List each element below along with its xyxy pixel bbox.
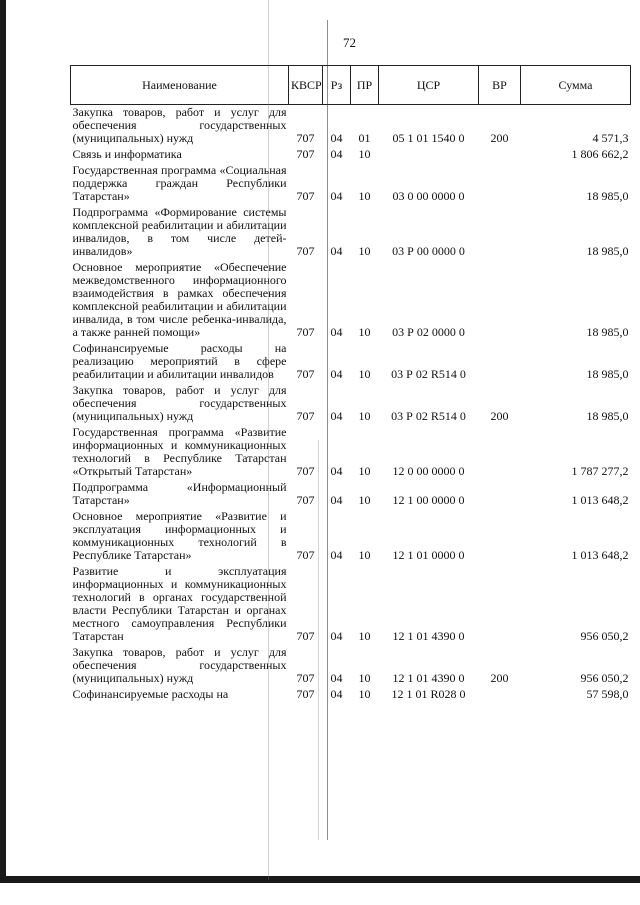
- cell-vr: [479, 205, 521, 260]
- cell-pr: 10: [358, 629, 371, 643]
- cell-name: Софинансируемые расходы на: [72, 687, 229, 701]
- cell-name: Софинансируемые расходы на реализацию мероприятий в сфере реабилитации и абилитации инвалидов: [72, 341, 287, 381]
- header-kvsr: КВСР: [289, 66, 323, 105]
- cell-csr: 12 1 00 0000 0: [392, 493, 465, 507]
- cell-sum: 1 787 277,2: [571, 464, 629, 478]
- table-row: [71, 687, 631, 703]
- table-row: [71, 383, 631, 425]
- cell-csr: 12 1 01 0000 0: [392, 548, 465, 562]
- cell-sum: 18 985,0: [586, 325, 629, 339]
- cell-name: Государственная программа «Социальная поддержка граждан Республики Татарстан»: [72, 163, 287, 203]
- cell-pr: 10: [358, 367, 371, 381]
- cell-pr: 01: [358, 131, 371, 145]
- table-row: [71, 341, 631, 383]
- cell-csr: 12 1 01 4390 0: [392, 671, 465, 685]
- cell-sum: 57 598,0: [586, 687, 629, 701]
- cell-csr: 03 0 00 0000 0: [392, 189, 465, 203]
- cell-kvsr: 707: [296, 325, 315, 339]
- cell-vr: [479, 425, 521, 480]
- cell-pr: 10: [358, 548, 371, 562]
- cell-name: Подпрограмма «Формирование системы комплексной реабилитации и абилитации инвалидов, в том числе детей-инвалидов»: [72, 205, 287, 258]
- cell-sum: 18 985,0: [586, 244, 629, 258]
- table-header-row: [71, 66, 631, 105]
- cell-kvsr: 707: [296, 629, 315, 643]
- cell-pr: 10: [358, 147, 371, 161]
- table-row: [71, 425, 631, 480]
- cell-csr: 12 1 01 4390 0: [392, 629, 465, 643]
- cell-pr: 10: [358, 244, 371, 258]
- cell-rz: 04: [330, 493, 343, 507]
- cell-rz: 04: [330, 244, 343, 258]
- table-row: [71, 564, 631, 645]
- cell-kvsr: 707: [296, 147, 315, 161]
- cell-kvsr: 707: [296, 493, 315, 507]
- cell-csr: [379, 147, 479, 163]
- cell-vr: [479, 564, 521, 645]
- cell-csr: 03 Р 02 R514 0: [391, 367, 466, 381]
- header-sum: Сумма: [521, 66, 631, 105]
- cell-pr: 10: [358, 493, 371, 507]
- cell-rz: 04: [330, 548, 343, 562]
- header-csr: ЦСР: [379, 66, 479, 105]
- scan-line-artifact: [327, 20, 328, 840]
- cell-sum: 18 985,0: [586, 189, 629, 203]
- scan-edge-bottom: [0, 876, 640, 883]
- cell-name: Закупка товаров, работ и услуг для обеспечения государственных (муниципальных) нужд: [72, 383, 287, 423]
- table-row: [71, 480, 631, 509]
- cell-rz: 04: [330, 671, 343, 685]
- cell-vr: [479, 163, 521, 205]
- table-row: [71, 509, 631, 564]
- cell-kvsr: 707: [296, 409, 315, 423]
- page-number: 72: [343, 35, 356, 50]
- cell-name: Связь и информатика: [72, 147, 182, 161]
- cell-name: Развитие и эксплуатация информационных и коммуникационных технологий в органах государственной власти Республики Татарстан и органах местного самоуправления Республики Татарстан: [72, 564, 287, 643]
- cell-rz: 04: [330, 189, 343, 203]
- cell-vr: [479, 509, 521, 564]
- table-row: [71, 205, 631, 260]
- cell-name: Закупка товаров, работ и услуг для обеспечения государственных (муниципальных) нужд: [72, 645, 287, 685]
- table-row: [71, 163, 631, 205]
- cell-pr: 10: [358, 409, 371, 423]
- cell-pr: 10: [358, 189, 371, 203]
- cell-rz: 04: [330, 367, 343, 381]
- scan-line-artifact: [268, 0, 269, 880]
- cell-pr: 10: [358, 325, 371, 339]
- cell-sum: 1 806 662,2: [571, 147, 629, 161]
- cell-sum: 4 571,3: [592, 131, 629, 145]
- cell-name: Основное мероприятие «Развитие и эксплуатация информационных и коммуникационных технологий в Республике Татарстан»: [72, 509, 287, 562]
- cell-rz: 04: [330, 629, 343, 643]
- cell-rz: 04: [330, 131, 343, 145]
- cell-vr: 200: [490, 671, 509, 685]
- cell-name: Государственная программа «Развитие информационных и коммуникационных технологий в Республике Татарстан «Открытый Татарстан»: [72, 425, 287, 478]
- cell-rz: 04: [330, 409, 343, 423]
- cell-rz: 04: [330, 325, 343, 339]
- cell-sum: 956 050,2: [580, 629, 629, 643]
- cell-kvsr: 707: [296, 464, 315, 478]
- cell-name: Основное мероприятие «Обеспечение межведомственного информационного взаимодействия в рамках обеспечения комплексной реабилитации и абилитации инвалида, в том числе ребенка-инвалида, а также ранней помощи»: [72, 260, 287, 339]
- cell-pr: 10: [358, 464, 371, 478]
- cell-sum: 18 985,0: [586, 409, 629, 423]
- cell-vr: [479, 147, 521, 163]
- cell-kvsr: 707: [296, 367, 315, 381]
- cell-sum: 1 013 648,2: [571, 493, 629, 507]
- cell-csr: 03 Р 02 0000 0: [392, 325, 465, 339]
- cell-csr: 03 Р 00 0000 0: [392, 244, 465, 258]
- scan-edge-left: [0, 0, 6, 880]
- cell-sum: 1 013 648,2: [571, 548, 629, 562]
- header-vr: ВР: [479, 66, 521, 105]
- cell-csr: 12 1 01 R028 0: [391, 687, 466, 701]
- cell-vr: 200: [490, 409, 509, 423]
- cell-kvsr: 707: [296, 671, 315, 685]
- header-pr: ПР: [351, 66, 379, 105]
- table-row: [71, 105, 631, 148]
- scan-line-artifact: [318, 440, 319, 840]
- cell-kvsr: 707: [296, 548, 315, 562]
- table-row: [71, 645, 631, 687]
- table-row: [71, 147, 631, 163]
- cell-pr: 10: [358, 687, 371, 701]
- cell-kvsr: 707: [296, 131, 315, 145]
- cell-rz: 04: [330, 687, 343, 701]
- cell-csr: 12 0 00 0000 0: [392, 464, 465, 478]
- cell-sum: 956 050,2: [580, 671, 629, 685]
- cell-vr: [479, 480, 521, 509]
- cell-rz: 04: [330, 464, 343, 478]
- cell-kvsr: 707: [296, 189, 315, 203]
- header-rz: Рз: [323, 66, 351, 105]
- cell-vr: [479, 341, 521, 383]
- cell-vr: [479, 687, 521, 703]
- cell-rz: 04: [330, 147, 343, 161]
- cell-kvsr: 707: [296, 687, 315, 701]
- header-name: Наименование: [71, 66, 289, 105]
- cell-name: Закупка товаров, работ и услуг для обеспечения государственных (муниципальных) нужд: [72, 105, 287, 145]
- cell-csr: 03 Р 02 R514 0: [391, 409, 466, 423]
- cell-sum: 18 985,0: [586, 367, 629, 381]
- cell-pr: 10: [358, 671, 371, 685]
- cell-vr: 200: [490, 131, 509, 145]
- cell-vr: [479, 260, 521, 341]
- cell-name: Подпрограмма «Информационный Татарстан»: [72, 480, 287, 507]
- cell-kvsr: 707: [296, 244, 315, 258]
- table-row: [71, 260, 631, 341]
- cell-csr: 05 1 01 1540 0: [392, 131, 465, 145]
- budget-table: [70, 65, 631, 703]
